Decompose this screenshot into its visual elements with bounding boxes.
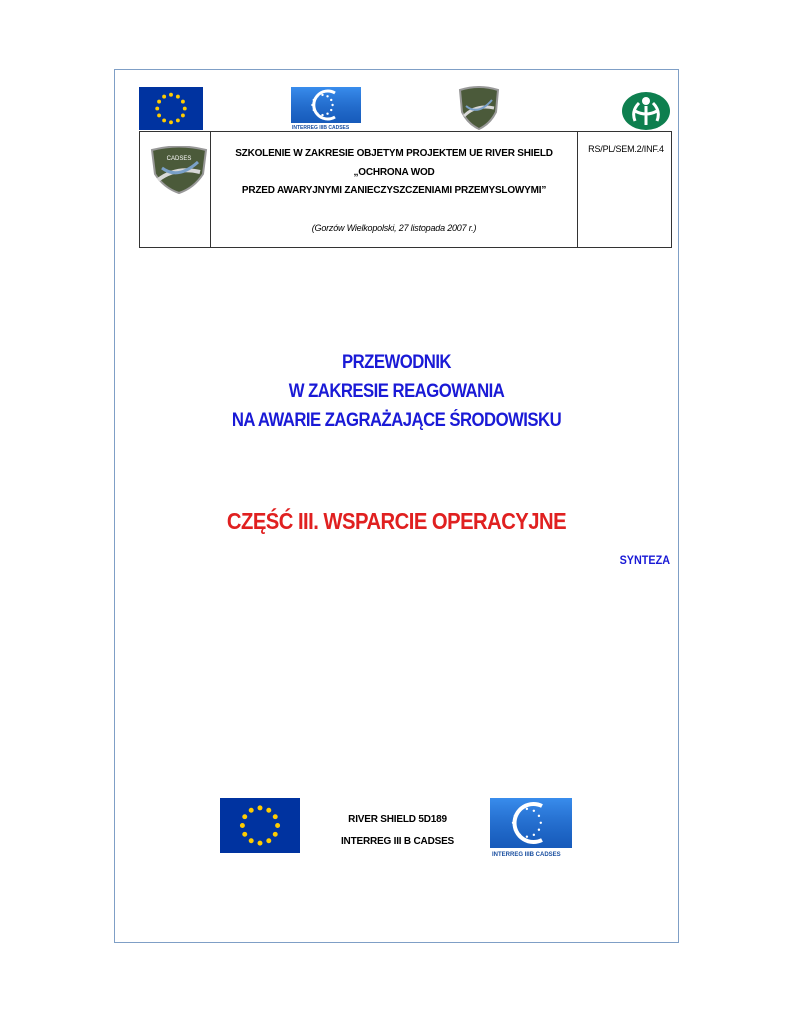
star-icon: [326, 95, 328, 97]
eu-star-icon: [169, 120, 173, 124]
star-icon: [533, 834, 535, 836]
star-icon: [538, 829, 540, 831]
eu-flag-logo: [139, 87, 203, 130]
eu-star-icon: [157, 100, 161, 104]
star-icon: [313, 99, 315, 101]
eu-star-icon: [273, 832, 278, 837]
footer-line-2: INTERREG III B CADSES: [340, 836, 455, 847]
svg-text:CADSES: CADSES: [166, 156, 192, 162]
star-icon: [330, 109, 332, 111]
header-table: [139, 131, 672, 248]
eu-star-icon: [258, 841, 263, 846]
eu-star-icon: [176, 118, 180, 122]
star-icon: [331, 104, 333, 106]
title-line-2: W ZAKRESIE REAGOWANIA: [288, 381, 505, 402]
part-title: CZĘŚĆ III. WSPARCIE OPERACYJNE: [226, 508, 567, 534]
eu-star-icon: [242, 814, 247, 819]
star-icon: [512, 822, 514, 824]
eu-star-icon: [240, 823, 245, 828]
eu-star-icon: [266, 808, 271, 813]
star-icon: [321, 94, 323, 96]
eu-star-icon: [183, 107, 187, 111]
star-icon: [514, 815, 516, 817]
eu-star-icon: [176, 95, 180, 99]
star-icon: [538, 815, 540, 817]
eu-star-icon: [275, 823, 280, 828]
star-icon: [526, 835, 528, 837]
eu-star-icon: [162, 118, 166, 122]
eu-star-icon: [249, 808, 254, 813]
eu-star-icon: [169, 93, 173, 97]
header-line-2: „OCHRONA WOD: [353, 167, 435, 178]
star-icon: [514, 829, 516, 831]
star-icon: [316, 113, 318, 115]
eu-flag-logo: [220, 798, 300, 853]
cadses-caption: INTERREG IIIB CADSES: [492, 852, 561, 858]
star-icon: [326, 113, 328, 115]
cadses-caption: INTERREG IIIB CADSES: [292, 125, 350, 131]
eu-star-icon: [157, 113, 161, 117]
star-icon: [519, 810, 521, 812]
star-icon: [526, 808, 528, 810]
subtitle: SYNTEZA: [619, 553, 670, 567]
environment-agency-logo: [621, 91, 671, 131]
star-icon: [519, 834, 521, 836]
document-code: RS/PL/SEM.2/INF.4: [588, 144, 664, 154]
title-line-1: PRZEWODNIK: [342, 352, 451, 373]
eu-star-icon: [266, 838, 271, 843]
header-line-1: SZKOLENIE W ZAKRESIE OBJETYM PROJEKTEM UE RIVER SHIELD: [235, 148, 553, 159]
column-divider: [577, 132, 578, 247]
title-line-3: NA AWARIE ZAGRAŻAJĄCE ŚRODOWISKU: [231, 410, 562, 431]
column-divider: [210, 132, 211, 247]
eu-star-icon: [258, 805, 263, 810]
star-icon: [321, 114, 323, 116]
eu-star-icon: [181, 100, 185, 104]
star-icon: [540, 822, 542, 824]
river-shield-logo: [148, 146, 210, 194]
eu-star-icon: [273, 814, 278, 819]
star-icon: [533, 810, 535, 812]
eu-star-icon: [162, 95, 166, 99]
header-line-3: PRZED AWARYJNYMI ZANIECZYSZCZENIAMI PRZEMYSLOWYMI”: [241, 185, 547, 196]
star-icon: [330, 99, 332, 101]
footer-line-1: RIVER SHIELD 5D189: [348, 814, 447, 825]
eu-star-icon: [242, 832, 247, 837]
star-icon: [316, 95, 318, 97]
river-shield-logo: [456, 86, 502, 130]
star-icon: [311, 104, 313, 106]
eu-star-icon: [181, 113, 185, 117]
interreg-cadses-logo: [490, 798, 572, 860]
eu-star-icon: [249, 838, 254, 843]
header-date: (Gorzów Wielkopolski, 27 listopada 2007 r.): [311, 223, 477, 233]
star-icon: [313, 109, 315, 111]
eu-star-icon: [155, 107, 159, 111]
